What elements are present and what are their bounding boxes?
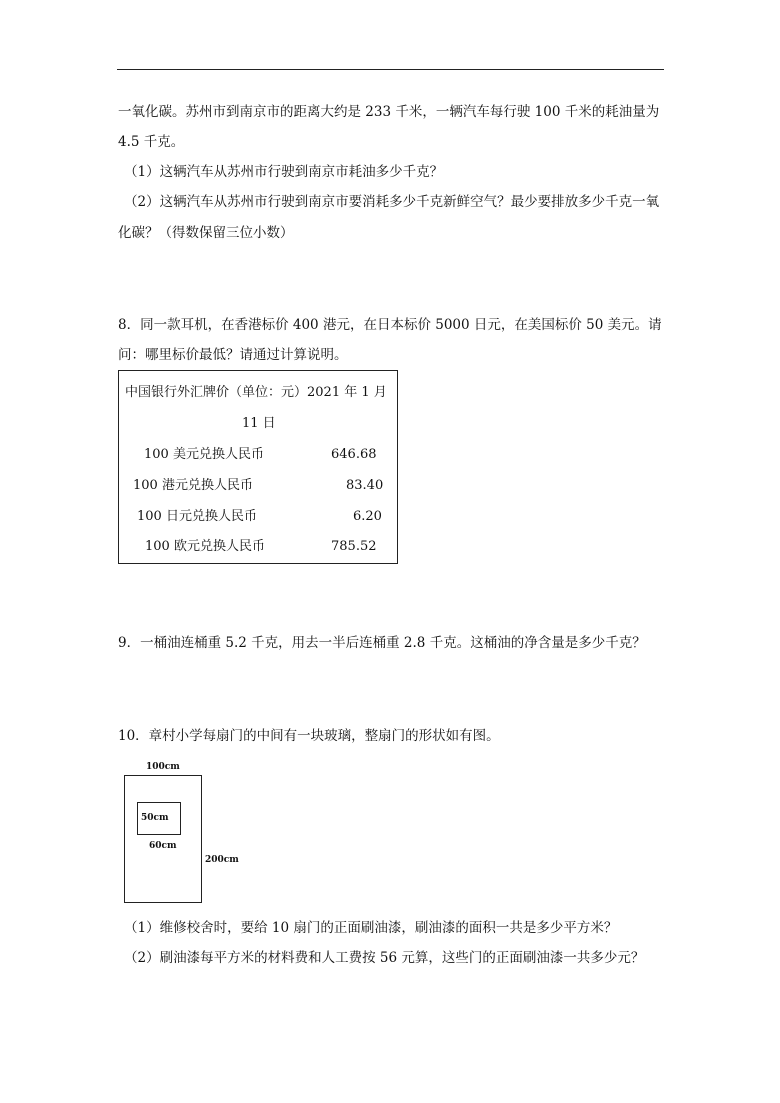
- problem8-line1: 8．同一款耳机，在香港标价 400 港元，在日本标价 5000 日元，在美国标价 50 美元。请: [118, 317, 662, 333]
- problem7-line2: 4.5 千克。: [118, 134, 185, 150]
- table-row-label: 100 欧元兑换人民币: [145, 539, 265, 554]
- problem7-question2-line1: （2）这辆汽车从苏州市行驶到南京市要消耗多少千克新鲜空气？最少要排放多少千克一氧: [124, 194, 660, 210]
- problem10-question2: （2）刷油漆每平方米的材料费和人工费按 56 元算，这些门的正面刷油漆一共多少元？: [124, 950, 645, 966]
- table-row-label: 100 美元兑换人民币: [144, 447, 264, 462]
- problem10-text: 10．章村小学每扇门的中间有一块玻璃，整扇门的形状如有图。: [118, 728, 500, 744]
- problem9-text: 9．一桶油连桶重 5.2 千克，用去一半后连桶重 2.8 千克。这桶油的净含量是多少千克？: [118, 635, 646, 651]
- table-row-value: 646.68: [331, 447, 377, 462]
- glass-width-label: 60cm: [149, 841, 177, 851]
- door-width-label: 100cm: [146, 762, 180, 772]
- door-height-label: 200cm: [205, 855, 239, 865]
- table-row-value: 785.52: [331, 539, 377, 554]
- problem7-question1: （1）这辆汽车从苏州市行驶到南京市耗油多少千克？: [124, 164, 444, 180]
- table-row-label: 100 港元兑换人民币: [133, 478, 253, 493]
- table-title-line1: 中国银行外汇牌价（单位：元）2021 年 1 月: [125, 385, 387, 400]
- problem8-line2: 问：哪里标价最低？请通过计算说明。: [118, 347, 348, 363]
- table-row-value: 83.40: [346, 478, 384, 493]
- table-row-value: 6.20: [353, 509, 382, 524]
- table-title-line2: 11 日: [242, 416, 276, 431]
- exchange-rate-table: [118, 370, 398, 564]
- header-rule: [117, 69, 664, 70]
- glass-height-label: 50cm: [141, 813, 169, 823]
- problem10-question1: （1）维修校舍时，要给 10 扇门的正面刷油漆，刷油漆的面积一共是多少平方米？: [124, 920, 618, 936]
- problem7-line1: 一氧化碳。苏州市到南京市的距离大约是 233 千米，一辆汽车每行驶 100 千米的耗油量为: [118, 104, 660, 120]
- table-row-label: 100 日元兑换人民币: [137, 509, 257, 524]
- door-outline: [124, 775, 202, 903]
- door-figure: [118, 760, 258, 910]
- problem7-question2-line2: 化碳？（得数保留三位小数）: [118, 225, 294, 241]
